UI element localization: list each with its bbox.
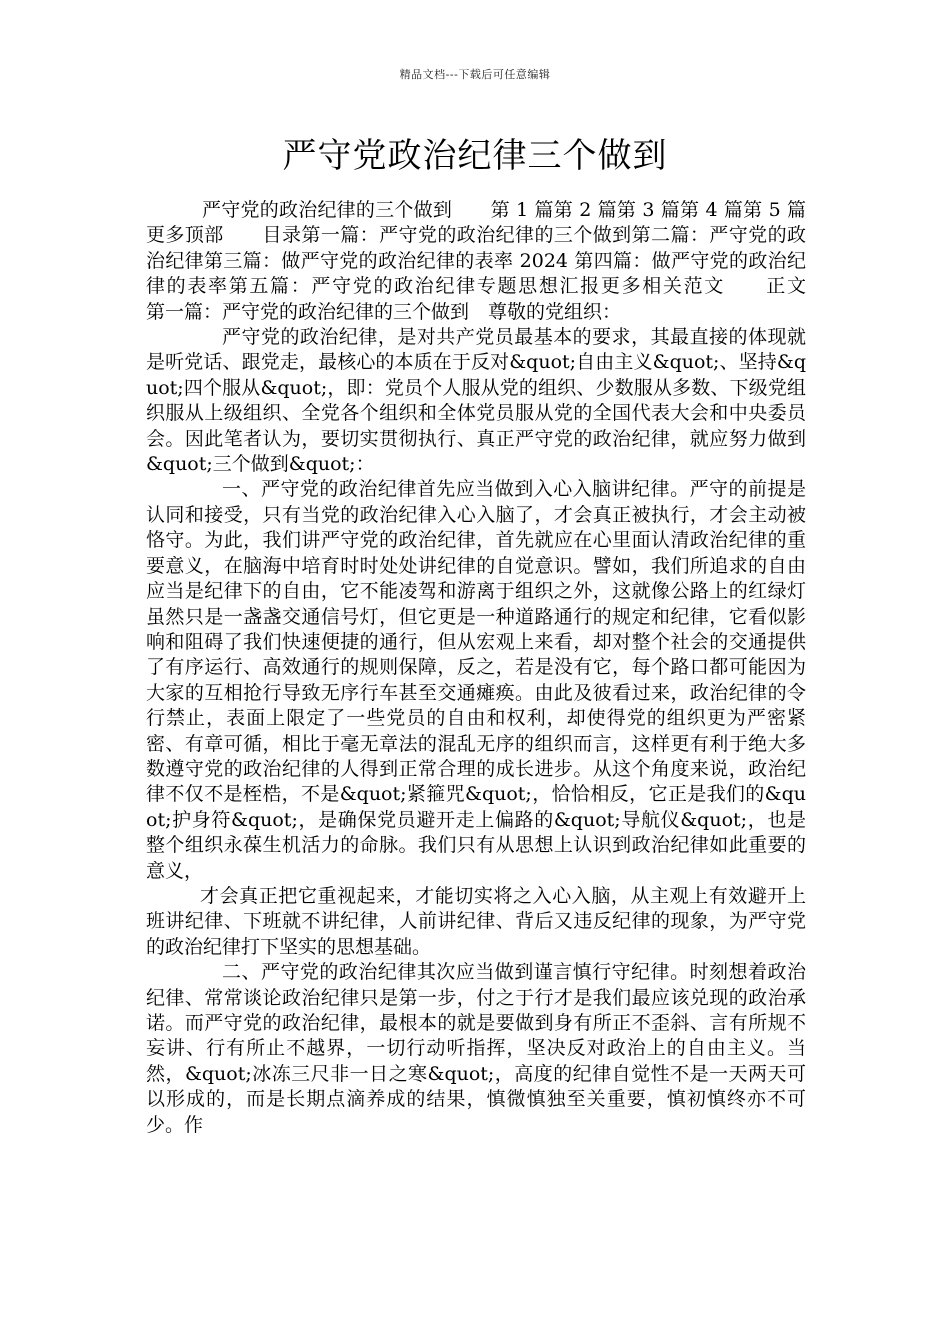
document-body bbox=[146, 198, 845, 1138]
paragraph-point-one-cont: 才会真正把它重视起来，才能切实将之入心入脑，从主观上有效避开上班讲纪律、下班就不讲纪律，人前讲纪律、背后又违反纪律的现象，为严守党的政治纪律打下坚实的思想基础。 bbox=[146, 884, 806, 958]
paragraph-intro: 严守党的政治纪律，是对共产党员最基本的要求，其最直接的体现就是听党话、跟党走，最核心的本质在于反对&quot;自由主义&quot;、坚持&quot;四个服从&quot;，即：党员个人服从党的组织、少数服从多数、下级党组织服从上级组织、全党各个组织和全体党员服从党的全国代表大会和中央委员会。因此笔者认为，要切实贯彻执行、真正严守党的政治纪律，就应努力做到&quot;三个做到&quot;： bbox=[146, 326, 806, 476]
header-note: 精品文档---下载后可任意编辑 bbox=[399, 68, 551, 81]
document-title: 严守党政治纪律三个做到 bbox=[282, 136, 668, 176]
paragraph-toc: 严守党的政治纪律的三个做到 第 1 篇第 2 篇第 3 篇第 4 篇第 5 篇更多顶部 目录第一篇：严守党的政治纪律的三个做到第二篇：严守党的政治纪律第三篇：做严守党的政治纪律的表率 2024 第四篇：做严守党的政治纪律的表率第五篇：严守党的政治纪律专题思想汇报更多相关范文 正文 第一篇：严守党的政治纪律的三个做到 尊敬的党组织： bbox=[146, 199, 845, 323]
paragraph-point-one: 一、严守党的政治纪律首先应当做到入心入脑讲纪律。严守的前提是认同和接受，只有当党的政治纪律入心入脑了，才会真正被执行，才会主动被恪守。为此，我们讲严守党的政治纪律，首先就应在心里面认清政治纪律的重要意义，在脑海中培育时时处处讲纪律的自觉意识。譬如，我们所追求的自由应当是纪律下的自由，它不能凌驾和游离于组织之外，这就像公路上的红绿灯虽然只是一盏盏交通信号灯，但它更是一种道路通行的规定和纪律，它看似影响和阻碍了我们快速便捷的通行，但从宏观上来看，却对整个社会的交通提供了有序运行、高效通行的规则保障，反之，若是没有它，每个路口都可能因为大家的互相抢行导致无序行车甚至交通瘫痪。由此及彼看过来，政治纪律的令行禁止，表面上限定了一些党员的自由和权利，却使得党的组织更为严密紧密、有章可循，相比于毫无章法的混乱无序的组织而言，这样更有利于绝大多数遵守党的政治纪律的人得到正常合理的成长进步。从这个角度来说，政治纪律不仅不是桎梏，不是&quot;紧箍咒&quot;，恰恰相反，它正是我们的&quot;护身符&quot;，是确保党员避开走上偏路的&quot;导航仪&quot;，也是整个组织永葆生机活力的命脉。我们只有从思想上认识到政治纪律如此重要的意义， bbox=[146, 478, 806, 882]
paragraph-point-two: 二、严守党的政治纪律其次应当做到谨言慎行守纪律。时刻想着政治纪律、常常谈论政治纪律只是第一步，付之于行才是我们最应该兑现的政治承诺。而严守党的政治纪律，最根本的就是要做到身有所正不歪斜、言有所规不妄讲、行有所止不越界，一切行动听指挥，坚决反对政治上的自由主义。当然，&quot;冰冻三尺非一日之寒&quot;，高度的纪律自觉性不是一天两天可以形成的，而是长期点滴养成的结果，慎微慎独至关重要，慎初慎终亦不可少。作 bbox=[146, 961, 806, 1136]
